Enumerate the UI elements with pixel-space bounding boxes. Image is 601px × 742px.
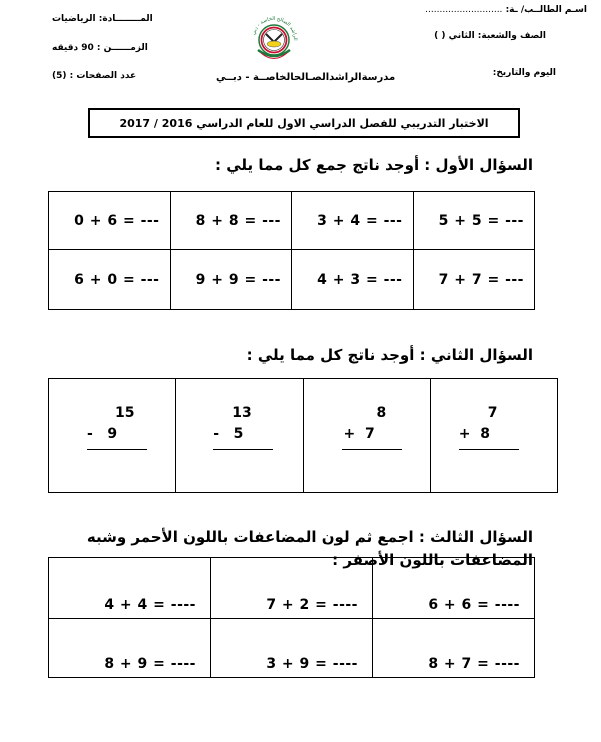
answer-line xyxy=(213,449,273,450)
q3-expression: 3 + 9 = ---- xyxy=(266,656,358,672)
q3-expression: 6 + 6 = ---- xyxy=(428,597,520,613)
q2-cell xyxy=(430,379,557,493)
student-name-label: اسـم الطالــب/ ـة: xyxy=(505,5,587,15)
question3-table xyxy=(48,557,535,678)
question1-table xyxy=(48,191,535,310)
q2-top-number: 8 xyxy=(376,405,387,421)
question3-title: السؤال الثالث : اجمع ثم لون المضاعفات باللون الأحمر وشبه المضاعفات باللون الأصفر : xyxy=(86,528,533,569)
q2-cell xyxy=(176,379,303,493)
time-label: الزمــــــن : 90 دقيقه xyxy=(52,43,148,53)
q1-cell xyxy=(413,250,535,310)
q2-cell xyxy=(303,379,430,493)
question2-table xyxy=(48,378,558,493)
q3-cell xyxy=(373,619,535,678)
q1-cell xyxy=(49,192,171,250)
answer-line xyxy=(87,449,147,450)
q3-expression: 8 + 9 = ---- xyxy=(104,656,196,672)
q1-expression: 0 + 6 = --- xyxy=(74,212,160,229)
q1-cell xyxy=(49,250,171,310)
pages-label: عدد الصفحات : (5) xyxy=(52,71,137,81)
student-name-field[interactable] xyxy=(425,5,587,15)
q2-top-number: 15 xyxy=(115,405,135,421)
q2-cell xyxy=(49,379,176,493)
date-label: اليوم والتاريخ: xyxy=(492,68,556,78)
q1-expression: 4 + 3 = --- xyxy=(317,271,403,288)
question2-title: السؤال الثاني : أوجد ناتج كل مما يلي : xyxy=(246,346,533,364)
q1-cell xyxy=(292,192,414,250)
student-name-dots: ........................... xyxy=(425,5,503,15)
school-name: مدرسةالراشدالصـالحالخاصــة - دبــي xyxy=(216,72,396,83)
q3-cell xyxy=(49,558,211,619)
q3-cell xyxy=(373,558,535,619)
q1-cell xyxy=(170,250,292,310)
q1-expression: 8 + 8 = --- xyxy=(195,212,281,229)
exam-title: الاختبار التدريبي للفصل الدراسي الاول للعام الدراسي 2016 / 2017 xyxy=(119,116,489,130)
question1-title: السؤال الأول : أوجد ناتج جمع كل مما يلي : xyxy=(214,156,533,174)
q2-bottom-operand: - 5 xyxy=(213,426,244,442)
q1-expression: 5 + 5 = --- xyxy=(438,212,524,229)
q1-expression: 9 + 9 = --- xyxy=(195,271,281,288)
q1-expression: 3 + 4 = --- xyxy=(317,212,403,229)
q3-cell xyxy=(211,558,373,619)
answer-line xyxy=(342,449,402,450)
q1-cell xyxy=(170,192,292,250)
q3-cell xyxy=(49,619,211,678)
q2-bottom-operand: + 7 xyxy=(343,426,375,442)
school-emblem-icon xyxy=(244,10,304,68)
q3-expression: 4 + 4 = ---- xyxy=(104,597,196,613)
q1-expression: 7 + 7 = --- xyxy=(438,271,524,288)
emblem-text: الراشد الصالح الخاصة - دبي xyxy=(250,15,299,41)
q1-cell xyxy=(413,192,535,250)
class-label: الصف والشعبة: الثاني ( ) xyxy=(434,31,546,41)
subject-label: المــــــــادة: الرياضيات xyxy=(52,14,153,24)
q2-top-number: 7 xyxy=(487,405,498,421)
q3-cell xyxy=(211,619,373,678)
q2-bottom-operand: + 8 xyxy=(458,426,490,442)
q2-bottom-operand: - 9 xyxy=(87,426,118,442)
exam-title-box xyxy=(88,108,520,138)
answer-line xyxy=(459,449,519,450)
q1-cell xyxy=(292,250,414,310)
q2-top-number: 13 xyxy=(232,405,252,421)
q3-expression: 7 + 2 = ---- xyxy=(266,597,358,613)
q1-expression: 6 + 0 = --- xyxy=(74,271,160,288)
q3-expression: 8 + 7 = ---- xyxy=(428,656,520,672)
